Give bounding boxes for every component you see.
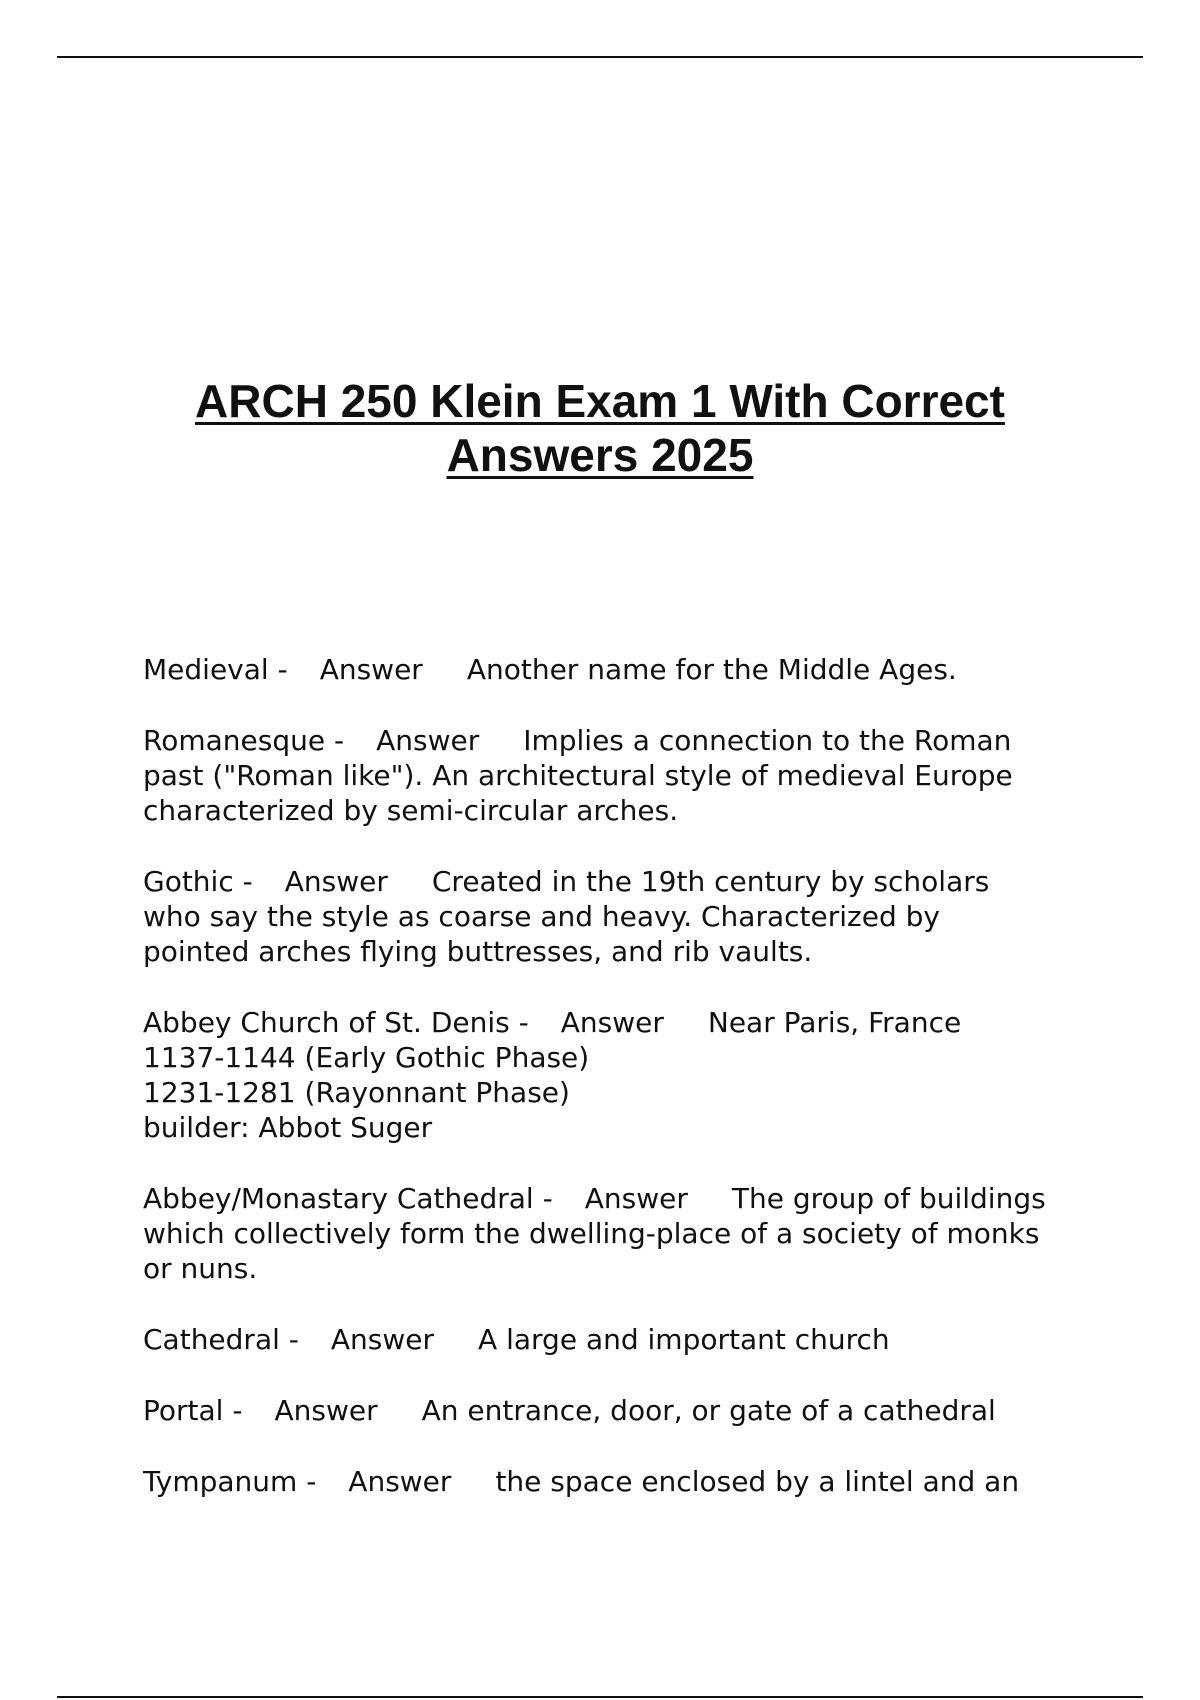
definition-line: past ("Roman like"). An architectural style of medieval Europe: [143, 759, 1013, 792]
term: Abbey Church of St. Denis -: [143, 1006, 529, 1039]
definition-line: Near Paris, France: [707, 1006, 962, 1039]
entry-first-line: [143, 1181, 1143, 1216]
definition-line: An entrance, door, or gate of a cathedral: [421, 1394, 996, 1427]
definition-line: pointed arches flying buttresses, and rib vaults.: [143, 935, 813, 968]
term: Romanesque -: [143, 724, 345, 757]
qa-entry-tympanum: [143, 1464, 1143, 1499]
title-line-2: Answers 2025: [446, 429, 754, 481]
qa-entry-abbey-monastary-cathedral: [143, 1181, 1143, 1286]
answer-label: Answer: [274, 1394, 378, 1427]
answer-label: Answer: [376, 724, 480, 757]
entry-first-line: [143, 864, 1143, 899]
entry-first-line: [143, 1393, 1143, 1428]
top-rule: [57, 56, 1143, 58]
qa-list: [143, 652, 1143, 1535]
definition-line: A large and important church: [478, 1323, 890, 1356]
entry-first-line: [143, 1322, 1143, 1357]
term: Portal -: [143, 1394, 243, 1427]
term: Tympanum -: [143, 1465, 317, 1498]
definition-line: builder: Abbot Suger: [143, 1111, 433, 1144]
definition-line: which collectively form the dwelling-place of a society of monks: [143, 1217, 1040, 1250]
title-line-1: ARCH 250 Klein Exam 1 With Correct: [195, 375, 1005, 427]
entry-first-line: [143, 652, 1143, 687]
document-title: [100, 374, 1100, 482]
answer-label: Answer: [330, 1323, 435, 1356]
answer-label: Answer: [284, 865, 388, 898]
definition-line: the space enclosed by a lintel and an: [495, 1465, 1020, 1498]
answer-label: Answer: [348, 1465, 452, 1498]
term: Cathedral -: [143, 1323, 299, 1356]
bottom-rule: [57, 1696, 1143, 1698]
answer-label: Answer: [319, 653, 423, 686]
definition-line: or nuns.: [143, 1252, 258, 1285]
definition-line: 1137-1144 (Early Gothic Phase): [143, 1041, 590, 1074]
qa-entry-medieval: [143, 652, 1143, 687]
qa-entry-portal: [143, 1393, 1143, 1428]
definition-line: who say the style as coarse and heavy. Characterized by: [143, 900, 940, 933]
term: Abbey/Monastary Cathedral -: [143, 1182, 553, 1215]
qa-entry-cathedral: [143, 1322, 1143, 1357]
answer-label: Answer: [584, 1182, 688, 1215]
entry-first-line: [143, 1005, 1143, 1040]
term: Gothic -: [143, 865, 253, 898]
definition-line: Created in the 19th century by scholars: [431, 865, 990, 898]
qa-entry-gothic: [143, 864, 1143, 969]
qa-entry-abbey-church-st-denis: [143, 1005, 1143, 1145]
entry-first-line: [143, 1464, 1143, 1499]
qa-entry-romanesque: [143, 723, 1143, 828]
definition-line: 1231-1281 (Rayonnant Phase): [143, 1076, 570, 1109]
definition-line: Another name for the Middle Ages.: [466, 653, 957, 686]
answer-label: Answer: [560, 1006, 664, 1039]
entry-first-line: [143, 723, 1143, 758]
term: Medieval -: [143, 653, 288, 686]
definition-line: Implies a connection to the Roman: [523, 724, 1012, 757]
definition-line: The group of buildings: [731, 1182, 1046, 1215]
definition-line: characterized by semi-circular arches.: [143, 794, 679, 827]
